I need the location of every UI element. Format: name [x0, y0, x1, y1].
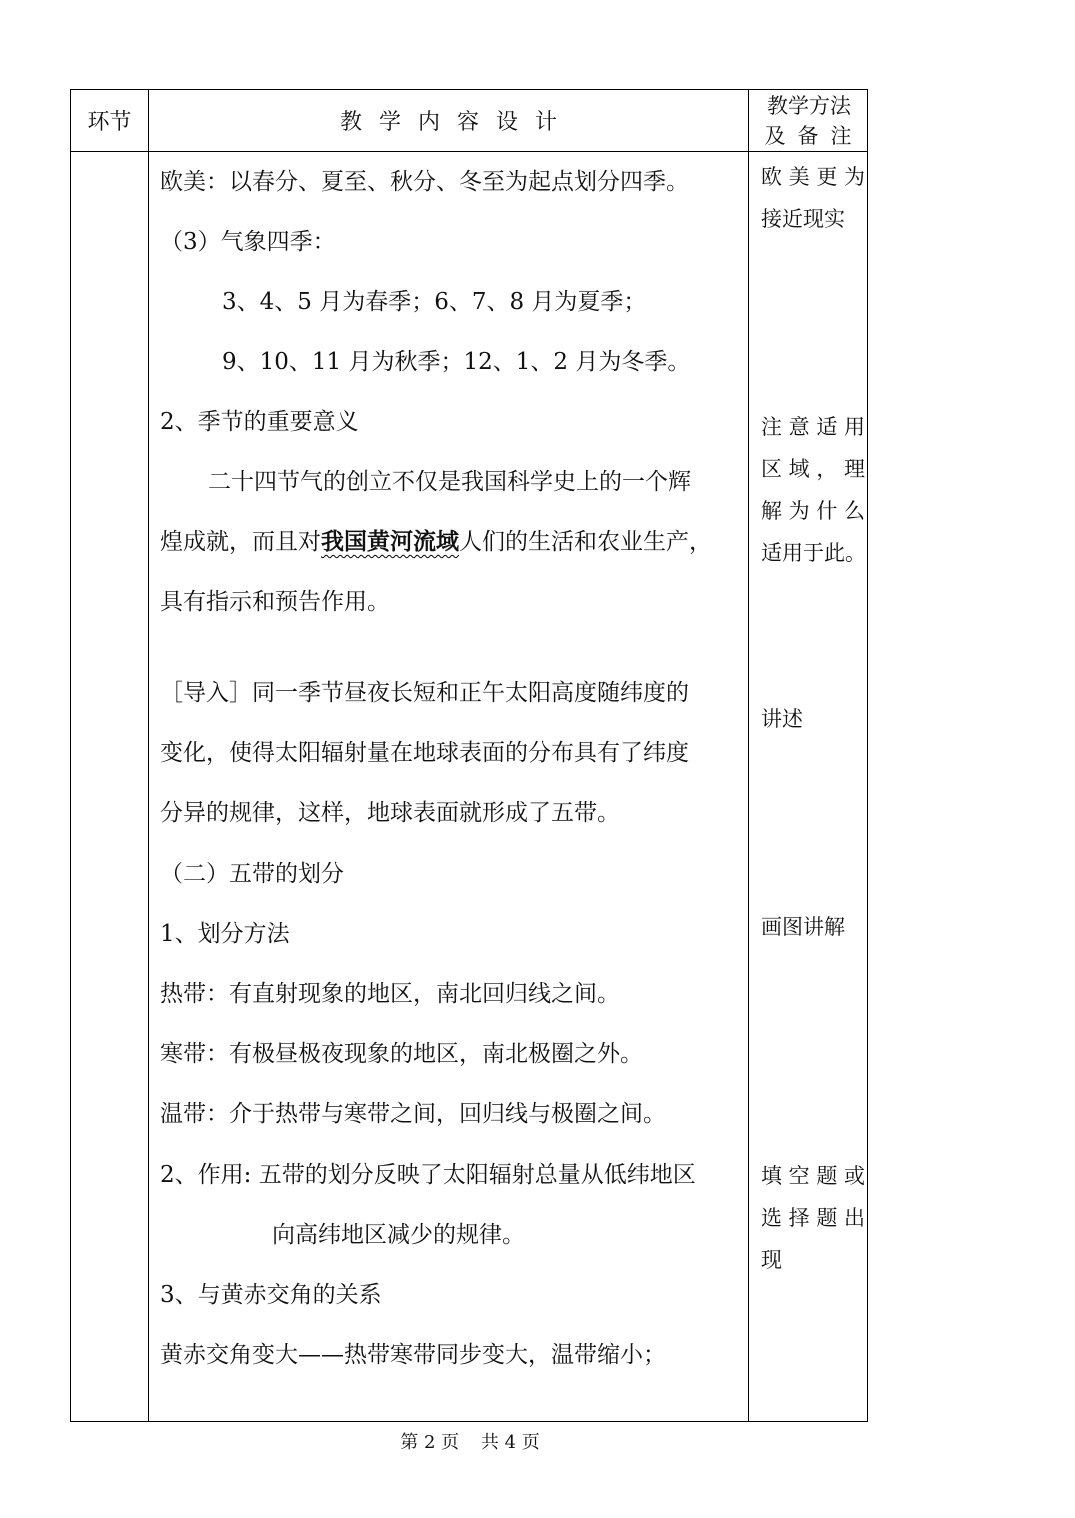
header-divider — [71, 151, 867, 152]
content-line: 1、划分方法 — [160, 921, 290, 947]
content-line: 3、4、5 月为春季；6、7、8 月为夏季； — [222, 289, 647, 315]
note-line: 讲述 — [761, 707, 803, 731]
content-line: 2、季节的重要意义 — [160, 409, 359, 435]
note-line: 适用于此。 — [761, 541, 866, 565]
column-divider — [748, 90, 749, 1421]
content-line: 黄赤交角变大——热带寒带同步变大，温带缩小； — [160, 1342, 666, 1368]
column-divider — [148, 90, 149, 1421]
header-method-line1: 教学方法 — [767, 93, 851, 118]
note-line: 现 — [761, 1248, 782, 1272]
page-footer — [0, 1428, 940, 1454]
content-line: 热带：有直射现象的地区，南北回归线之间。 — [160, 981, 620, 1007]
content-line — [160, 527, 712, 557]
note-line: 欧 美 更 为 — [761, 165, 866, 189]
header-content-design: 教学内容设计 — [339, 110, 574, 135]
note-line: 画图讲解 — [761, 915, 845, 939]
header-stage: 环节 — [87, 110, 132, 135]
content-text: 煌成就，而且对 — [160, 529, 321, 555]
content-line: 2、作用: 五带的划分反映了太阳辐射总量从低纬地区 — [160, 1162, 696, 1188]
page-total: 共 4 页 — [480, 1432, 540, 1453]
content-line: 变化，使得太阳辐射量在地球表面的分布具有了纬度 — [160, 740, 689, 766]
content-line: 具有指示和预告作用。 — [160, 589, 390, 615]
content-line: 欧美：以春分、夏至、秋分、冬至为起点划分四季。 — [160, 169, 689, 195]
note-line: 接近现实 — [761, 207, 845, 231]
note-line: 填 空 题 或 — [761, 1164, 866, 1188]
note-line: 区 域 ， 理 — [761, 457, 866, 481]
content-line: 9、10、11 月为秋季；12、1、2 月为冬季。 — [222, 349, 691, 375]
note-line: 注 意 适 用 — [761, 415, 866, 439]
header-method-line2: 及备注 — [764, 123, 864, 148]
lesson-table — [70, 89, 868, 1422]
note-line: 选 择 题 出 — [761, 1206, 866, 1230]
header-method-notes — [749, 90, 869, 151]
content-line: ［导入］同一季节昼夜长短和正午太阳高度随纬度的 — [160, 680, 689, 706]
content-text: 人们的生活和农业生产， — [459, 529, 712, 555]
page-number: 第 2 页 — [400, 1432, 460, 1453]
content-line: 向高纬地区减少的规律。 — [272, 1222, 525, 1248]
content-line: 分异的规律，这样，地球表面就形成了五带。 — [160, 800, 620, 826]
content-line: （3）气象四季： — [160, 229, 336, 255]
content-line: 二十四节气的创立不仅是我国科学史上的一个辉 — [208, 469, 691, 495]
emphasis-text: 我国黄河流域 — [321, 528, 459, 555]
content-line: （二）五带的划分 — [160, 861, 344, 887]
content-line: 3、与黄赤交角的关系 — [160, 1282, 382, 1308]
content-line: 温带：介于热带与寒带之间，回归线与极圈之间。 — [160, 1101, 666, 1127]
note-line: 解 为 什 么 — [761, 499, 866, 523]
content-line: 寒带：有极昼极夜现象的地区，南北极圈之外。 — [160, 1041, 643, 1067]
